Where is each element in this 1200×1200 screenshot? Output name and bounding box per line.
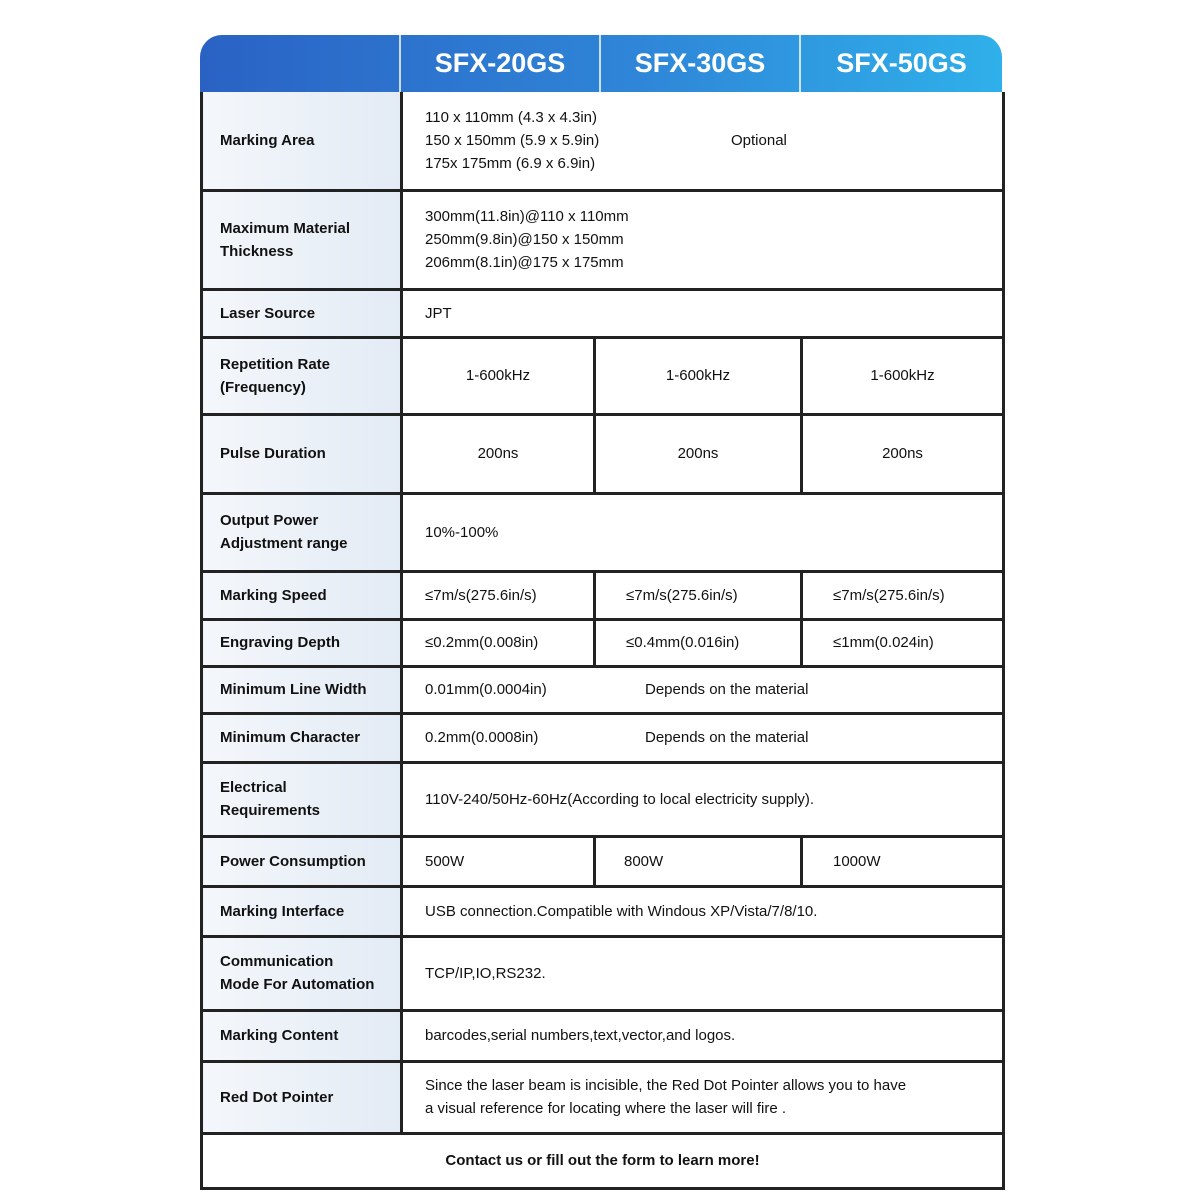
row-value xyxy=(402,713,1004,762)
row-value: JPT xyxy=(402,289,1004,337)
table-row-marking-interface xyxy=(202,886,1004,936)
value-cell: 1-600kHz xyxy=(802,337,1004,414)
text-line: Electrical xyxy=(220,779,287,796)
table-row-min-line-width xyxy=(202,666,1004,713)
row-label: Pulse Duration xyxy=(202,414,402,493)
row-label: Marking Interface xyxy=(202,886,402,936)
table-row-engraving-depth xyxy=(202,619,1004,666)
value-cell: 1-600kHz xyxy=(402,337,595,414)
text-line: Adjustment range xyxy=(220,535,348,552)
table-row-output-power xyxy=(202,493,1004,571)
table-row-min-character xyxy=(202,713,1004,762)
table-row-electrical xyxy=(202,762,1004,836)
table-row-footer xyxy=(202,1133,1004,1188)
row-label xyxy=(202,762,402,836)
model-header xyxy=(200,35,1002,92)
text-line: Requirements xyxy=(220,802,321,819)
contact-footer: Contact us or fill out the form to learn more! xyxy=(202,1133,1004,1188)
row-value: TCP/IP,IO,RS232. xyxy=(402,936,1004,1010)
optional-note: Optional xyxy=(731,131,787,149)
value-cell: 1-600kHz xyxy=(595,337,802,414)
table-row-laser-source xyxy=(202,289,1004,337)
row-value: 110V-240/50Hz-60Hz(According to local electricity supply). xyxy=(402,762,1004,836)
value-cell: ≤7m/s(275.6in/s) xyxy=(802,571,1004,619)
value-cell: ≤0.2mm(0.008in) xyxy=(402,619,595,666)
text-line: Output Power xyxy=(220,512,319,529)
text-line: Repetition Rate xyxy=(220,355,331,373)
table-row-marking-area xyxy=(202,92,1004,190)
text-line: (Frequency) xyxy=(220,378,306,396)
value-line: 175x 175mm (6.9 x 6.9in) xyxy=(425,154,596,172)
value-line: 150 x 150mm (5.9 x 5.9in) xyxy=(425,131,600,149)
value-cell: ≤7m/s(275.6in/s) xyxy=(595,571,802,619)
text-line: Communication xyxy=(220,953,334,970)
row-value xyxy=(402,666,1004,713)
row-label: Laser Source xyxy=(202,289,402,337)
table-row-communication xyxy=(202,936,1004,1010)
text-line: Maximum Material xyxy=(220,219,351,237)
value-cell: 500W xyxy=(402,836,595,886)
row-value: USB connection.Compatible with Windous XP/Vista/7/8/10. xyxy=(402,886,1004,936)
table-row-marking-content xyxy=(202,1010,1004,1061)
value-cell: 800W xyxy=(595,836,802,886)
row-label xyxy=(202,936,402,1010)
text-line: 0.01mm(0.0004in) xyxy=(425,681,547,698)
text-line: Thickness xyxy=(220,242,294,260)
text-line: Since the laser beam is incisible, the Red Dot Pointer allows you to have xyxy=(425,1077,907,1094)
text-line: 300mm(11.8in)@110 x 110mm xyxy=(425,208,629,225)
table-row-pulse-duration xyxy=(202,414,1004,493)
row-label: Red Dot Pointer xyxy=(202,1061,402,1133)
text-line: Depends on the material xyxy=(645,681,809,698)
model-sfx-20gs: SFX-20GS xyxy=(434,48,566,78)
value-cell: ≤0.4mm(0.016in) xyxy=(595,619,802,666)
row-label: Power Consumption xyxy=(202,836,402,886)
value-cell: 1000W xyxy=(802,836,1004,886)
text-line: 0.2mm(0.0008in) xyxy=(425,729,539,746)
table-row-red-dot-pointer xyxy=(202,1061,1004,1133)
text-line: a visual reference for locating where the laser will fire . xyxy=(425,1100,786,1117)
table-row-thickness xyxy=(202,190,1004,289)
row-label: Marking Speed xyxy=(202,571,402,619)
table-row-marking-speed xyxy=(202,571,1004,619)
row-label xyxy=(202,493,402,571)
header-blank xyxy=(200,35,399,92)
text-line: Depends on the material xyxy=(645,729,809,746)
value-line: 110 x 110mm (4.3 x 4.3in) xyxy=(425,108,598,126)
value-cell: 200ns xyxy=(402,414,595,493)
table-row-power-consumption xyxy=(202,836,1004,886)
row-label: Marking Content xyxy=(202,1010,402,1061)
model-sfx-30gs: SFX-30GS xyxy=(634,48,766,78)
row-label xyxy=(202,337,402,414)
row-label: Engraving Depth xyxy=(202,619,402,666)
row-value xyxy=(402,1061,1004,1133)
row-value: barcodes,serial numbers,text,vector,and logos. xyxy=(402,1010,1004,1061)
model-sfx-50gs: SFX-50GS xyxy=(836,48,967,78)
text-line: 250mm(9.8in)@150 x 150mm xyxy=(425,231,624,248)
row-value xyxy=(402,92,1004,190)
value-cell: ≤1mm(0.024in) xyxy=(802,619,1004,666)
text-line: Mode For Automation xyxy=(220,976,375,993)
value-cell: 200ns xyxy=(802,414,1004,493)
row-label xyxy=(202,190,402,289)
row-value: 10%-100% xyxy=(402,493,1004,571)
spec-table xyxy=(200,92,1005,1190)
row-label: Marking Area xyxy=(202,92,402,190)
row-label: Minimum Character xyxy=(202,713,402,762)
row-label: Minimum Line Width xyxy=(202,666,402,713)
value-cell: 200ns xyxy=(595,414,802,493)
row-value xyxy=(402,190,1004,289)
text-line: 206mm(8.1in)@175 x 175mm xyxy=(425,254,624,271)
table-row-repetition-rate xyxy=(202,337,1004,414)
value-cell: ≤7m/s(275.6in/s) xyxy=(402,571,595,619)
